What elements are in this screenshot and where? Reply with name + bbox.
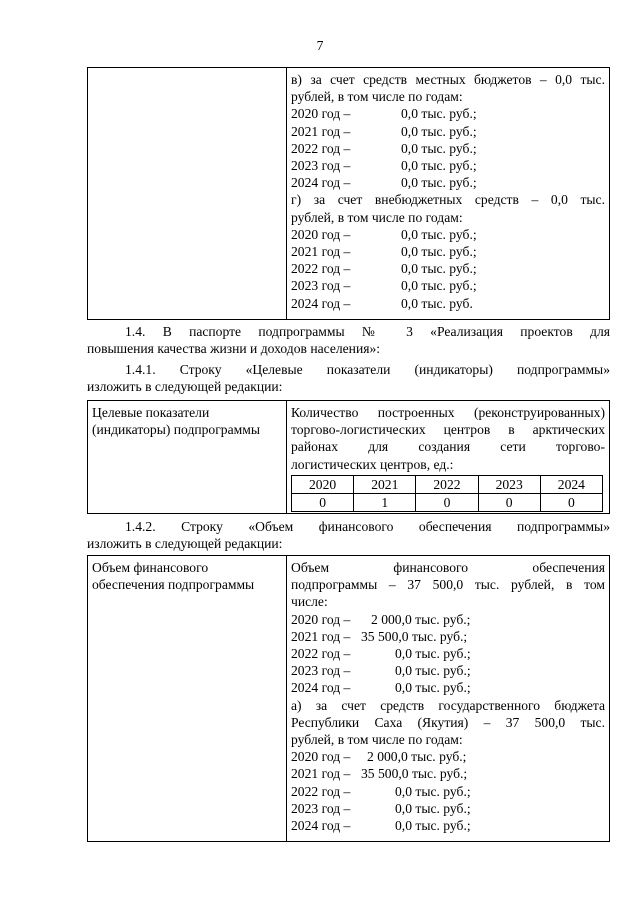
year-label: 2020 год – bbox=[291, 226, 351, 242]
table-right-cell bbox=[287, 68, 609, 319]
year-label: 2023 год – bbox=[291, 663, 351, 679]
year-label: 2021 год – bbox=[291, 628, 351, 644]
year-label: 2023 год – bbox=[291, 800, 351, 816]
table-local-funds bbox=[87, 67, 610, 320]
table-row bbox=[292, 475, 603, 493]
value-cell: 0 bbox=[416, 494, 478, 512]
year-amount: 0,0 тыс. руб.; bbox=[395, 818, 471, 834]
year-label: 2024 год – bbox=[291, 295, 351, 311]
year-amount: 0,0 тыс. руб.; bbox=[395, 646, 471, 662]
year-amount: 35 500,0 тыс. руб.; bbox=[361, 766, 468, 782]
year-label: 2020 год – bbox=[291, 611, 351, 627]
paragraph-1-4 bbox=[87, 323, 610, 357]
year-label: 2020 год – bbox=[291, 106, 351, 122]
year-label: 2024 год – bbox=[291, 175, 351, 191]
text-line: в) за счет средств местных бюджетов – 0,0 тыс. bbox=[291, 72, 605, 87]
year-header: 2022 bbox=[416, 475, 478, 493]
table-left-cell bbox=[88, 556, 287, 841]
year-label: 2024 год – bbox=[291, 680, 351, 696]
year-amount: 0,0 тыс. руб.; bbox=[401, 261, 477, 277]
year-label: 2021 год – bbox=[291, 123, 351, 139]
year-row bbox=[291, 800, 605, 817]
text-line: изложить в следующей редакции: bbox=[87, 536, 283, 552]
year-row bbox=[291, 645, 605, 662]
year-amount: 2 000,0 тыс. руб.; bbox=[371, 611, 471, 627]
text-line: Целевые показатели bbox=[92, 405, 210, 420]
year-amount: 0,0 тыс. руб.; bbox=[395, 680, 471, 696]
paragraph-1-4-1 bbox=[87, 361, 610, 395]
year-header: 2020 bbox=[292, 475, 354, 493]
year-amount: 35 500,0 тыс. руб.; bbox=[361, 628, 468, 644]
year-amount: 0,0 тыс. руб. bbox=[401, 295, 473, 311]
text-line: районах для создания сети торгово- bbox=[291, 439, 605, 455]
text-line: 1.4. В паспорте подпрограммы № 3 «Реализация проектов для bbox=[125, 324, 610, 339]
year-amount: 0,0 тыс. руб.; bbox=[395, 783, 471, 799]
text-line: рублей, в том числе по годам: bbox=[291, 89, 463, 105]
text-line: а) за счет средств государственного бюджета bbox=[291, 697, 605, 713]
text-line: изложить в следующей редакции: bbox=[87, 379, 283, 395]
year-header: 2024 bbox=[540, 475, 602, 493]
year-row bbox=[291, 817, 605, 834]
year-amount: 0,0 тыс. руб.; bbox=[401, 175, 477, 191]
year-row bbox=[291, 157, 605, 174]
year-row bbox=[291, 174, 605, 191]
year-row bbox=[291, 277, 605, 294]
text-line: Количество построенных (реконструированных) bbox=[291, 405, 605, 420]
year-row bbox=[291, 243, 605, 260]
year-row bbox=[291, 105, 605, 122]
text-line: 1.4.2. Строку «Объем финансового обеспечения подпрограммы» bbox=[125, 519, 610, 534]
text-line: логистических центров, ед.: bbox=[291, 456, 454, 472]
year-label: 2022 год – bbox=[291, 140, 351, 156]
table-right-cell bbox=[287, 556, 609, 841]
year-label: 2021 год – bbox=[291, 244, 351, 260]
text-line: подпрограммы – 37 500,0 тыс. рублей, в том bbox=[291, 577, 605, 593]
year-header: 2021 bbox=[354, 475, 416, 493]
year-row bbox=[291, 295, 605, 312]
year-row bbox=[291, 611, 605, 628]
year-amount: 0,0 тыс. руб.; bbox=[401, 140, 477, 156]
year-row bbox=[291, 783, 605, 800]
table-row bbox=[292, 494, 603, 512]
value-cell: 0 bbox=[292, 494, 354, 512]
year-amount: 0,0 тыс. руб.; bbox=[401, 278, 477, 294]
table-indicators bbox=[87, 400, 610, 514]
year-label: 2023 год – bbox=[291, 278, 351, 294]
year-row bbox=[291, 226, 605, 243]
text-line: обеспечения подпрограммы bbox=[92, 577, 255, 593]
year-row bbox=[291, 662, 605, 679]
year-amount: 0,0 тыс. руб.; bbox=[401, 244, 477, 260]
table-right-cell bbox=[287, 401, 609, 513]
year-amount: 0,0 тыс. руб.; bbox=[401, 106, 477, 122]
year-row bbox=[291, 679, 605, 696]
text-line: (индикаторы) подпрограммы bbox=[92, 422, 260, 438]
text-line: повышения качества жизни и доходов населения»: bbox=[87, 341, 381, 357]
year-amount: 0,0 тыс. руб.; bbox=[401, 226, 477, 242]
year-row bbox=[291, 123, 605, 140]
value-cell: 0 bbox=[540, 494, 602, 512]
text-line: Республики Саха (Якутия) – 37 500,0 тыс. bbox=[291, 714, 605, 730]
indicator-values-table bbox=[291, 475, 603, 512]
year-amount: 0,0 тыс. руб.; bbox=[395, 663, 471, 679]
text-line: рублей, в том числе по годам: bbox=[291, 732, 463, 748]
year-amount: 0,0 тыс. руб.; bbox=[401, 158, 477, 174]
year-label: 2022 год – bbox=[291, 783, 351, 799]
year-label: 2021 год – bbox=[291, 766, 351, 782]
year-row bbox=[291, 140, 605, 157]
paragraph-1-4-2 bbox=[87, 518, 610, 552]
text-line: торгово-логистических центров в арктических bbox=[291, 422, 605, 438]
year-label: 2022 год – bbox=[291, 646, 351, 662]
table-left-cell bbox=[88, 401, 287, 513]
table-financing bbox=[87, 555, 610, 842]
year-label: 2023 год – bbox=[291, 158, 351, 174]
text-line: 1.4.1. Строку «Целевые показатели (индикаторы) подпрограммы» bbox=[125, 362, 610, 377]
page-number: 7 bbox=[316, 38, 324, 53]
text-line: числе: bbox=[291, 594, 328, 610]
text-line: рублей, в том числе по годам: bbox=[291, 209, 463, 225]
year-label: 2024 год – bbox=[291, 818, 351, 834]
year-amount: 0,0 тыс. руб.; bbox=[401, 123, 477, 139]
year-label: 2020 год – bbox=[291, 749, 351, 765]
text-line: Объем финансового обеспечения bbox=[291, 560, 605, 575]
year-amount: 2 000,0 тыс. руб.; bbox=[367, 749, 467, 765]
value-cell: 0 bbox=[478, 494, 540, 512]
year-row bbox=[291, 628, 605, 645]
year-row bbox=[291, 765, 605, 782]
year-row bbox=[291, 748, 605, 765]
year-row bbox=[291, 260, 605, 277]
text-line: Объем финансового bbox=[92, 560, 209, 575]
text-line: г) за счет внебюджетных средств – 0,0 тыс. bbox=[291, 192, 605, 208]
year-label: 2022 год – bbox=[291, 261, 351, 277]
year-header: 2023 bbox=[478, 475, 540, 493]
value-cell: 1 bbox=[354, 494, 416, 512]
year-amount: 0,0 тыс. руб.; bbox=[395, 800, 471, 816]
table-left-cell bbox=[88, 68, 287, 319]
